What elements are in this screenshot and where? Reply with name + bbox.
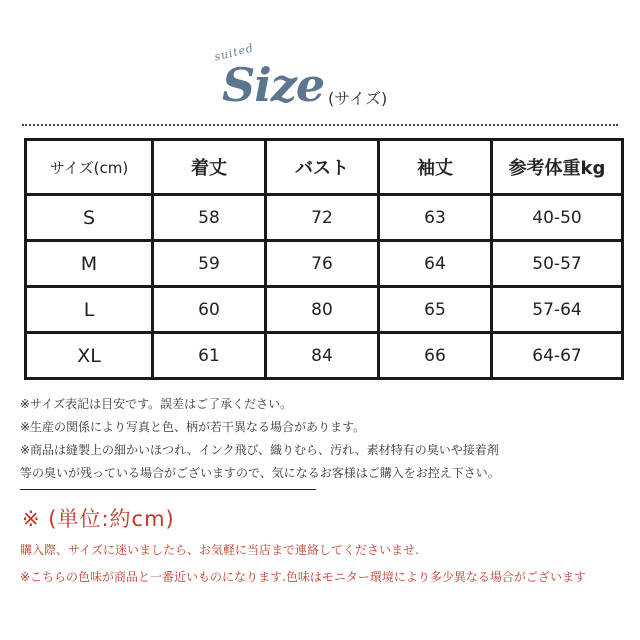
bust-cell: 84 xyxy=(267,334,377,377)
note-underline xyxy=(20,489,316,490)
weight-cell: 64-67 xyxy=(493,334,621,377)
unit-note: ※ (単位:約cm) xyxy=(22,507,175,531)
suited-label: suited xyxy=(213,41,256,64)
header-size: サイズ(cm) xyxy=(27,141,151,193)
table-row xyxy=(27,196,621,239)
size-title: Size xyxy=(222,58,325,112)
header-sleeve: 袖丈 xyxy=(380,141,490,193)
weight-cell: 57-64 xyxy=(493,288,621,331)
table-row xyxy=(27,242,621,285)
note-sewing: ※商品は縫製上の細かいほつれ、インク飛び、織りむら、汚れ、素材特有の臭いや接着剤 xyxy=(20,443,499,457)
length-cell: 60 xyxy=(154,288,264,331)
size-cell: S xyxy=(27,196,151,239)
size-cell: L xyxy=(27,288,151,331)
weight-cell: 50-57 xyxy=(493,242,621,285)
size-subtitle: (サイズ) xyxy=(328,89,388,108)
note-odor: 等の臭いが残っている場合がございますので、気になるお客様はご購入をお控え下さい。 xyxy=(20,466,500,480)
bust-cell: 80 xyxy=(267,288,377,331)
contact-note: 購入際、サイズに迷いましたら、お気軽に当店まで連絡してくださいませ. xyxy=(20,543,419,557)
color-note: ※こちらの色味が商品と一番近いものになります.色味はモニター環境により多少異なる場合がございます xyxy=(20,570,586,584)
sleeve-cell: 63 xyxy=(380,196,490,239)
note-color-diff: ※生産の関係により写真と色、柄が若干異なる場合があります。 xyxy=(20,420,366,434)
header-length: 着丈 xyxy=(154,141,264,193)
table-row xyxy=(27,334,621,377)
header-weight: 参考体重kg xyxy=(493,141,621,193)
length-cell: 61 xyxy=(154,334,264,377)
size-header xyxy=(0,40,640,120)
size-cell: XL xyxy=(27,334,151,377)
sleeve-cell: 64 xyxy=(380,242,490,285)
weight-cell: 40-50 xyxy=(493,196,621,239)
sleeve-cell: 65 xyxy=(380,288,490,331)
length-cell: 58 xyxy=(154,196,264,239)
table-row xyxy=(27,288,621,331)
header-bust: バスト xyxy=(267,141,377,193)
size-table xyxy=(24,138,624,380)
note-size-approx: ※サイズ表記は目安です。誤差はご了承ください。 xyxy=(20,397,293,411)
notes-list xyxy=(20,393,625,485)
dotted-divider xyxy=(22,124,618,126)
sleeve-cell: 66 xyxy=(380,334,490,377)
bust-cell: 76 xyxy=(267,242,377,285)
bust-cell: 72 xyxy=(267,196,377,239)
table-header-row xyxy=(27,141,621,193)
size-cell: M xyxy=(27,242,151,285)
length-cell: 59 xyxy=(154,242,264,285)
